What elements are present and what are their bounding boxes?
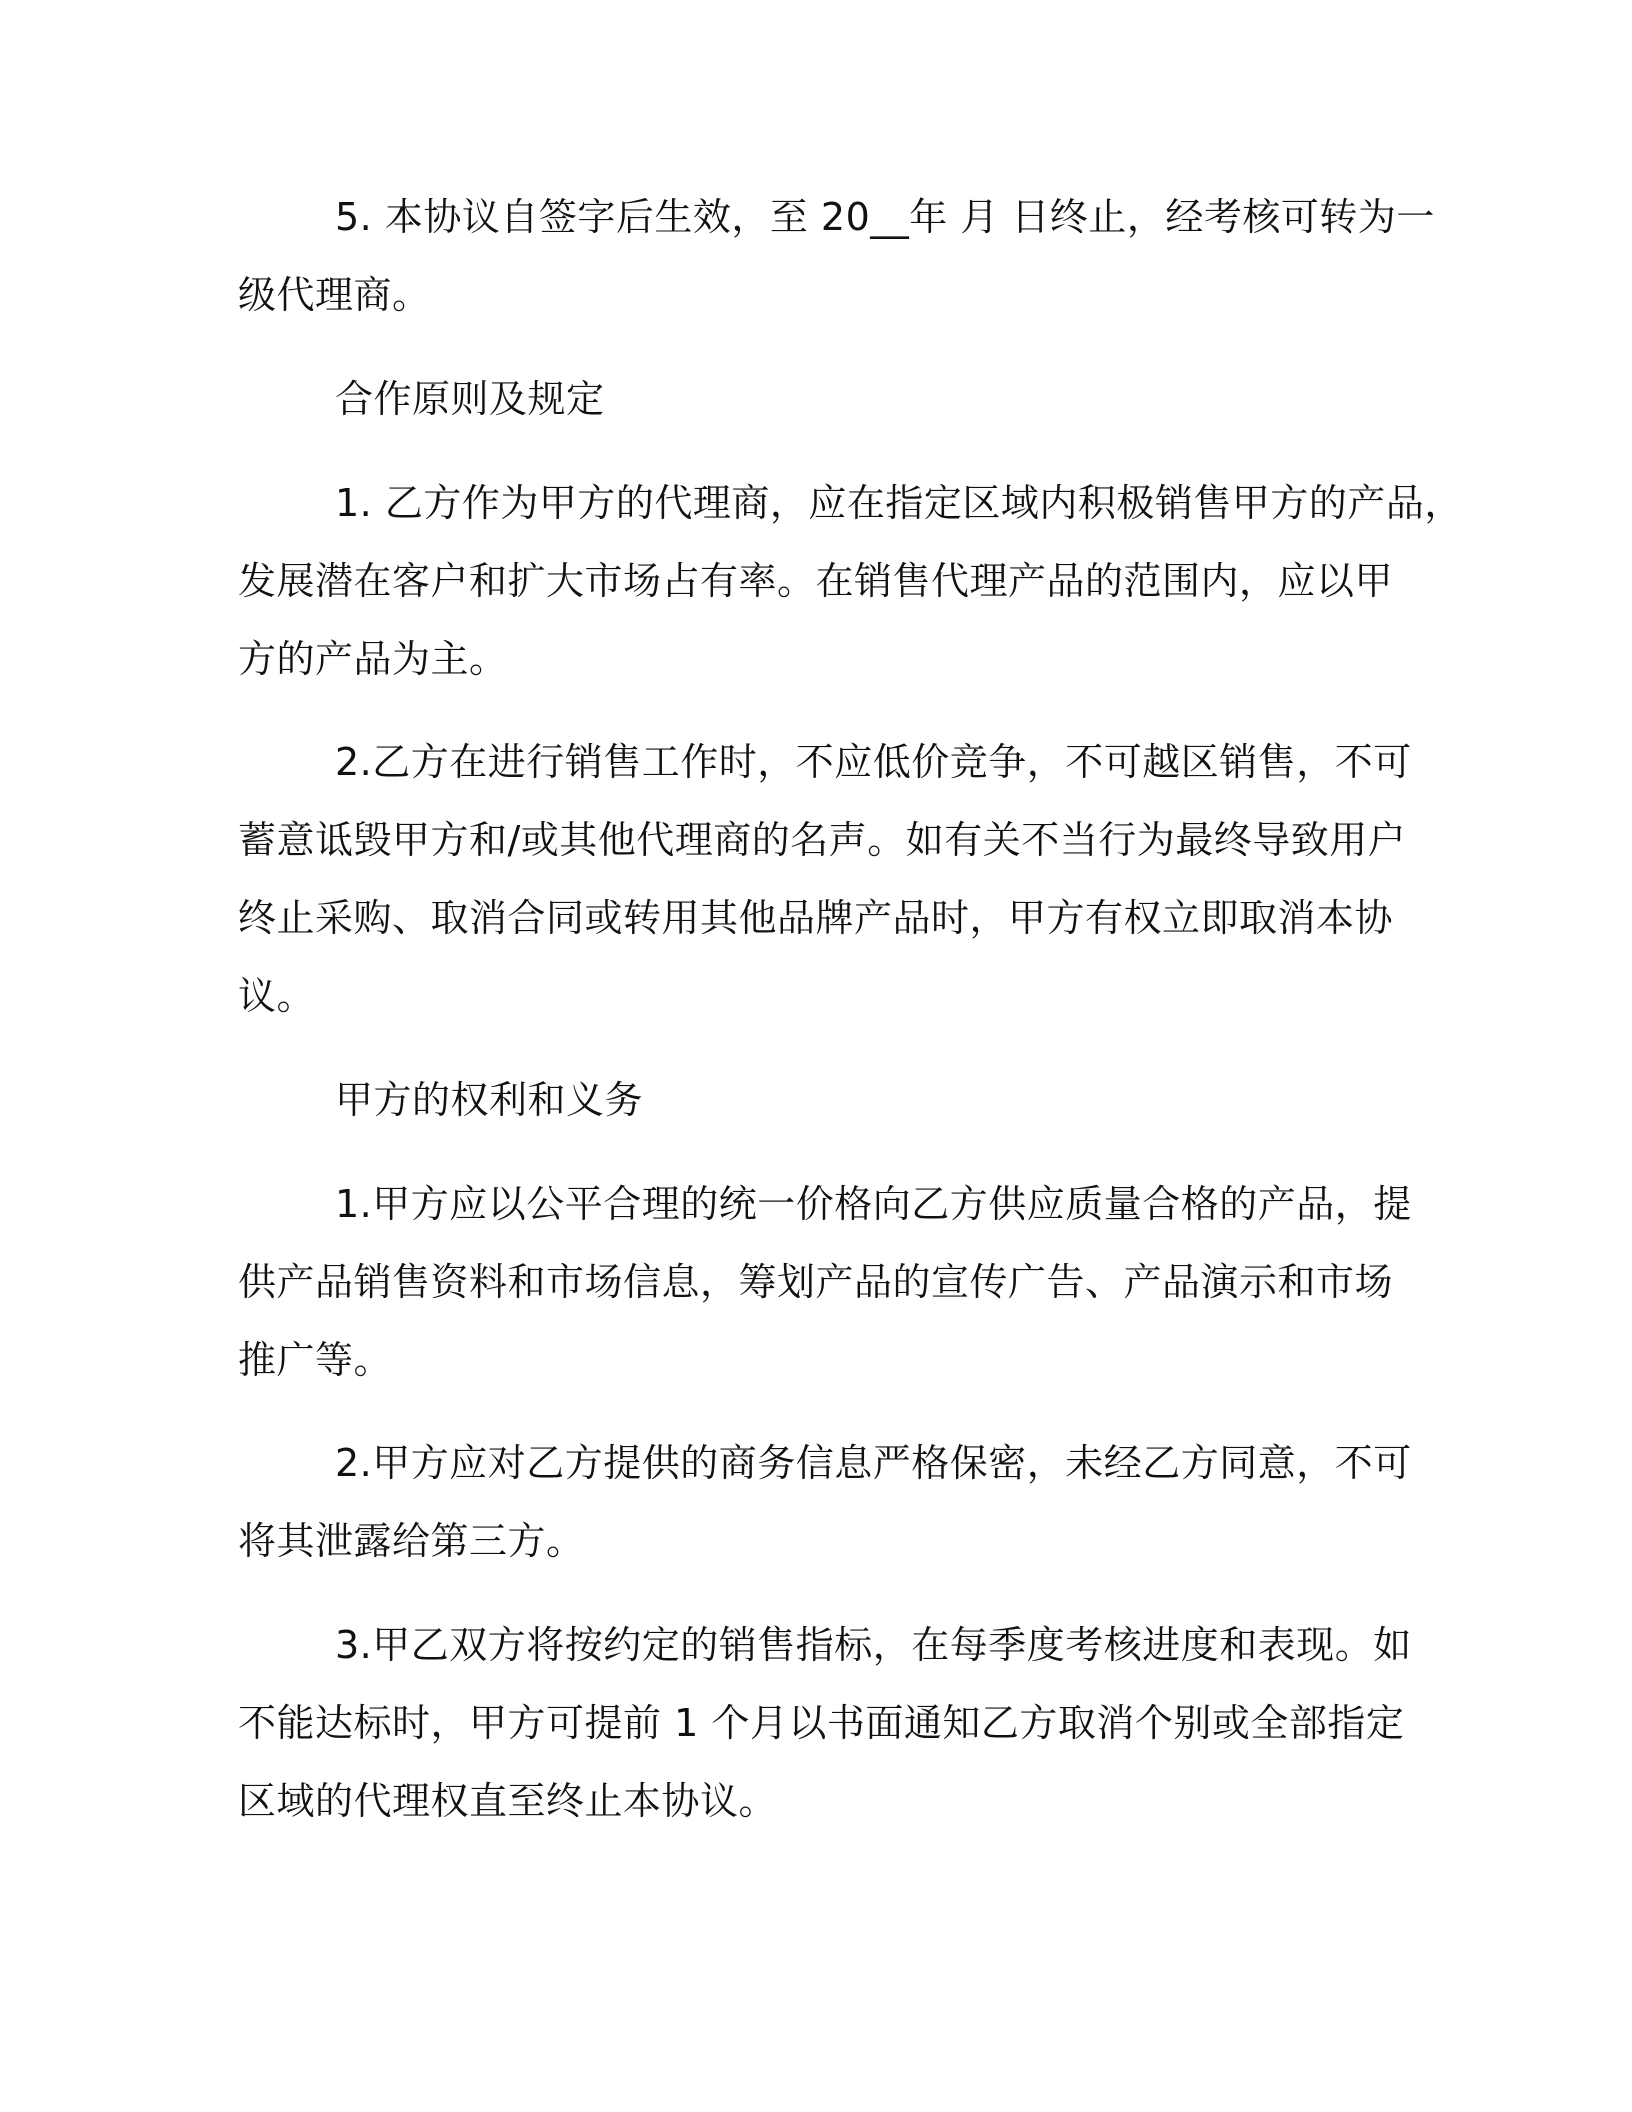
cooperation-clause-2-line-3: 终止采购、取消合同或转用其他品牌产品时，甲方有权立即取消本协: [238, 896, 1394, 940]
cooperation-clause-1-line-3: 方的产品为主。: [238, 637, 508, 681]
rights-clause-3-line-2: 不能达标时，甲方可提前 1 个月以书面通知乙方取消个别或全部指定: [238, 1701, 1405, 1745]
rights-clause-3-line-1: 3.甲乙双方将按约定的销售指标，在每季度考核进度和表现。如: [335, 1623, 1412, 1667]
cooperation-clause-2-line-2: 蓄意诋毁甲方和/或其他代理商的名声。如有关不当行为最终导致用户: [238, 818, 1407, 862]
cooperation-clause-2-line-4: 议。: [238, 974, 316, 1018]
cooperation-clause-2-line-1: 2.乙方在进行销售工作时，不应低价竞争，不可越区销售，不可: [335, 740, 1412, 784]
cooperation-clause-1-line-1: 1. 乙方作为甲方的代理商，应在指定区域内积极销售甲方的产品，: [335, 481, 1463, 525]
paragraph-5-line-2: 级代理商。: [238, 273, 431, 317]
section-heading-rights: 甲方的权利和义务: [335, 1078, 644, 1122]
rights-clause-1-line-3: 推广等。: [238, 1338, 393, 1382]
rights-clause-3-line-3: 区域的代理权直至终止本协议。: [238, 1779, 778, 1823]
rights-clause-1-line-2: 供产品销售资料和市场信息，筹划产品的宣传广告、产品演示和市场: [238, 1260, 1394, 1304]
rights-clause-1-line-1: 1.甲方应以公平合理的统一价格向乙方供应质量合格的产品，提: [335, 1182, 1412, 1226]
paragraph-5-line-1: 5. 本协议自签字后生效，至 20__年 月 日终止，经考核可转为一: [335, 195, 1435, 239]
section-heading-cooperation: 合作原则及规定: [335, 377, 605, 421]
rights-clause-2-line-1: 2.甲方应对乙方提供的商务信息严格保密，未经乙方同意，不可: [335, 1441, 1412, 1485]
rights-clause-2-line-2: 将其泄露给第三方。: [238, 1519, 585, 1563]
cooperation-clause-1-line-2: 发展潜在客户和扩大市场占有率。在销售代理产品的范围内，应以甲: [238, 559, 1394, 603]
